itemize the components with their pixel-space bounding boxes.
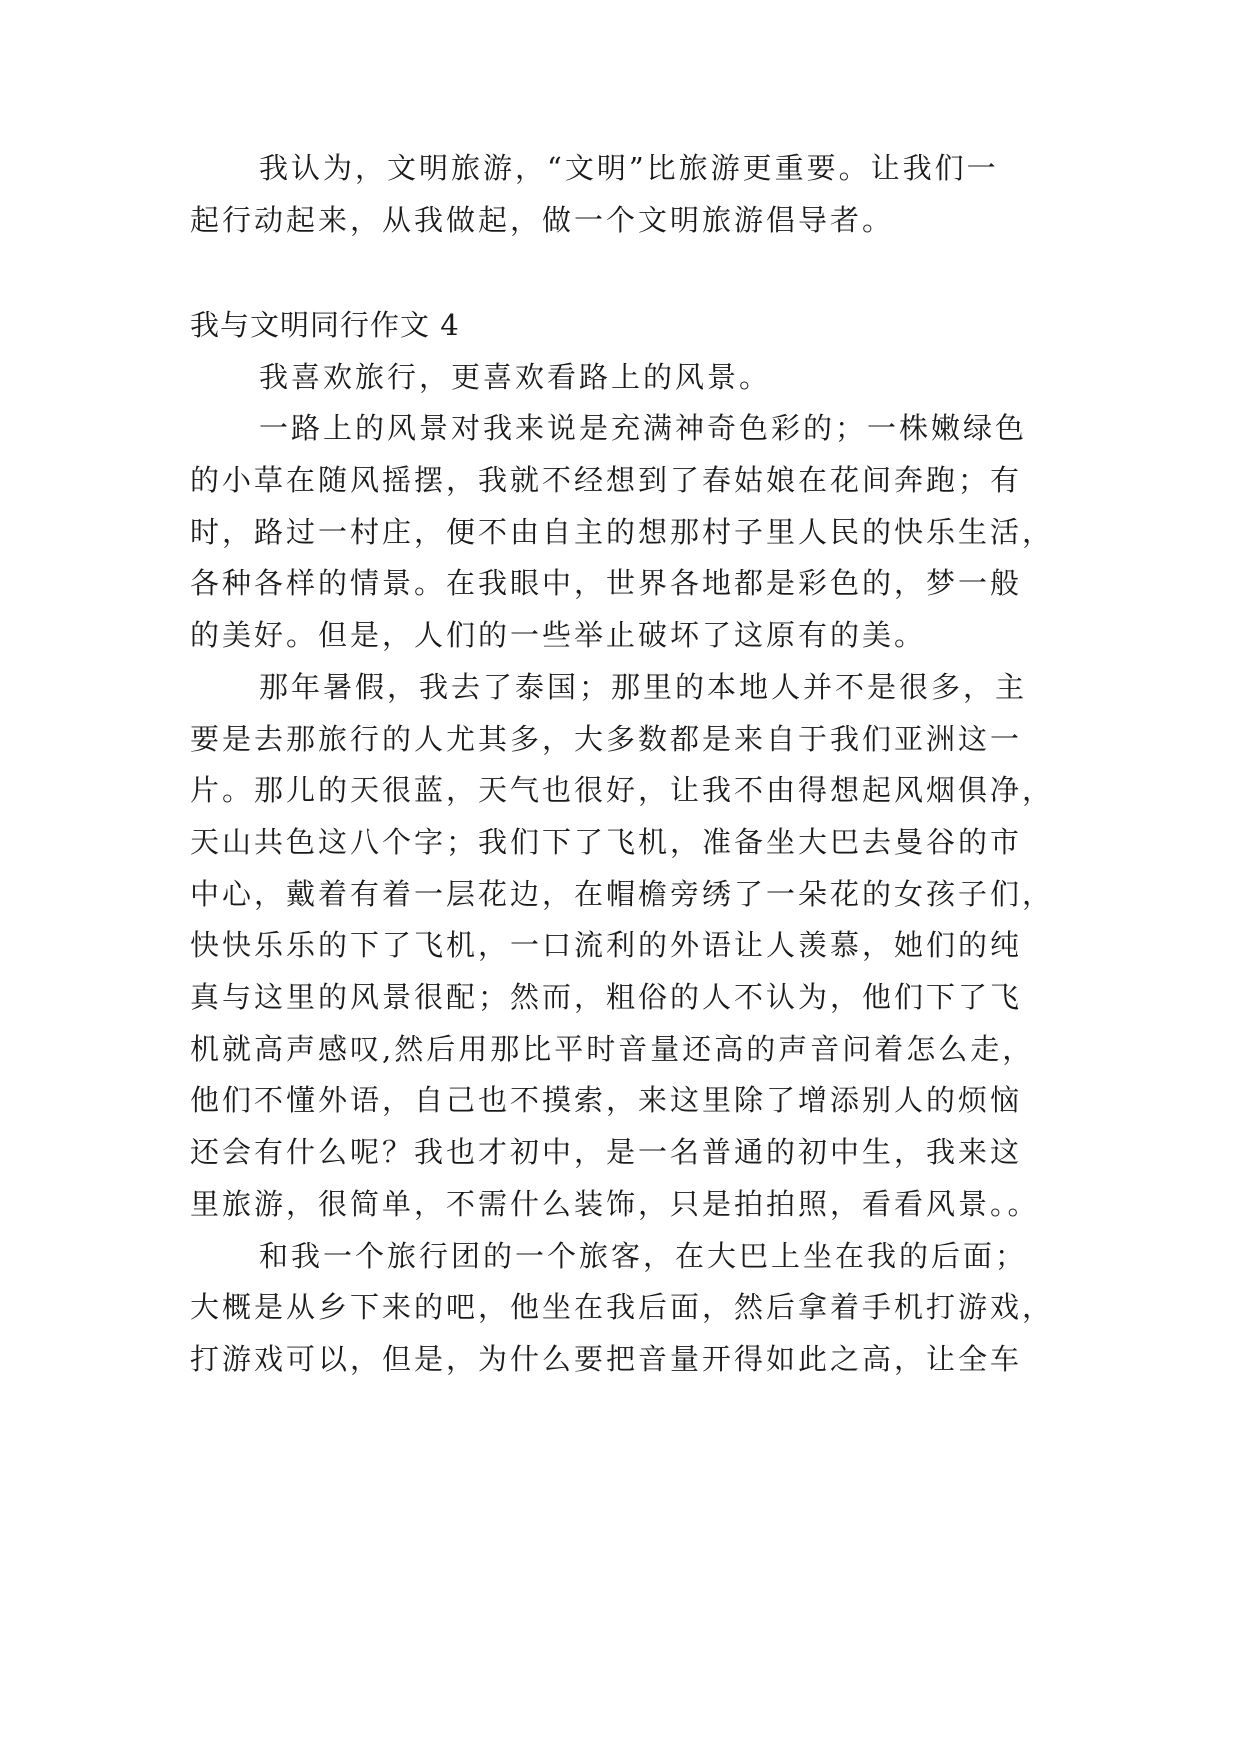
paragraph-3-line-10: 还会有什么呢？我也才初中，是一名普通的初中生，我来这: [190, 1135, 1023, 1169]
intro-line-1: 我认为，文明旅游，“文明”比旅游更重要。让我们一: [259, 151, 999, 185]
paragraph-2-line-2: 的小草在随风摇摆，我就不经想到了春姑娘在花间奔跑；有: [190, 463, 1023, 497]
paragraph-2-line-1: 一路上的风景对我来说是充满神奇色彩的；一株嫩绿色: [259, 411, 1028, 445]
paragraph-4-line-1: 和我一个旅行团的一个旅客，在大巴上坐在我的后面；: [259, 1239, 1028, 1273]
paragraph-1-line-1: 我喜欢旅行，更喜欢看路上的风景。: [259, 360, 772, 394]
paragraph-3-line-6: 快快乐乐的下了飞机，一口流利的外语让人羡慕，她们的纯: [190, 928, 1023, 962]
paragraph-3-line-2: 要是去那旅行的人尤其多，大多数都是来自于我们亚洲这一: [190, 722, 1023, 756]
paragraph-3-line-1: 那年暑假，我去了泰国；那里的本地人并不是很多，主: [259, 670, 1028, 704]
paragraph-2-line-3: 时，路过一村庄，便不由自主的想那村子里人民的快乐生活，: [190, 515, 1055, 549]
intro-line-2: 起行动起来，从我做起，做一个文明旅游倡导者。: [190, 203, 895, 237]
paragraph-3-line-9: 他们不懂外语，自己也不摸索，来这里除了增添别人的烦恼: [190, 1083, 1023, 1117]
paragraph-3-line-3: 片。那儿的天很蓝，天气也很好，让我不由得想起风烟俱净，: [190, 773, 1055, 807]
essay-title: 我与文明同行作文 4: [190, 308, 460, 342]
paragraph-2-line-4: 各种各样的情景。在我眼中，世界各地都是彩色的，梦一般: [190, 566, 1023, 600]
paragraph-2-line-5: 的美好。但是，人们的一些举止破坏了这原有的美。: [190, 618, 927, 652]
paragraph-4-line-3: 打游戏可以，但是，为什么要把音量开得如此之高，让全车: [190, 1342, 1023, 1376]
paragraph-3-line-11: 里旅游，很简单，不需什么装饰，只是拍拍照，看看风景。。: [190, 1187, 1040, 1221]
paragraph-3-line-5: 中心，戴着有着一层花边，在帽檐旁绣了一朵花的女孩子们，: [190, 877, 1055, 911]
paragraph-4-line-2: 大概是从乡下来的吧，他坐在我后面，然后拿着手机打游戏，: [190, 1290, 1055, 1324]
paragraph-3-line-8: 机就高声感叹,然后用那比平时音量还高的声音问着怎么走，: [190, 1032, 1035, 1066]
paragraph-3-line-7: 真与这里的风景很配；然而，粗俗的人不认为，他们下了飞: [190, 980, 1023, 1014]
paragraph-3-line-4: 天山共色这八个字；我们下了飞机，准备坐大巴去曼谷的市: [190, 825, 1023, 859]
